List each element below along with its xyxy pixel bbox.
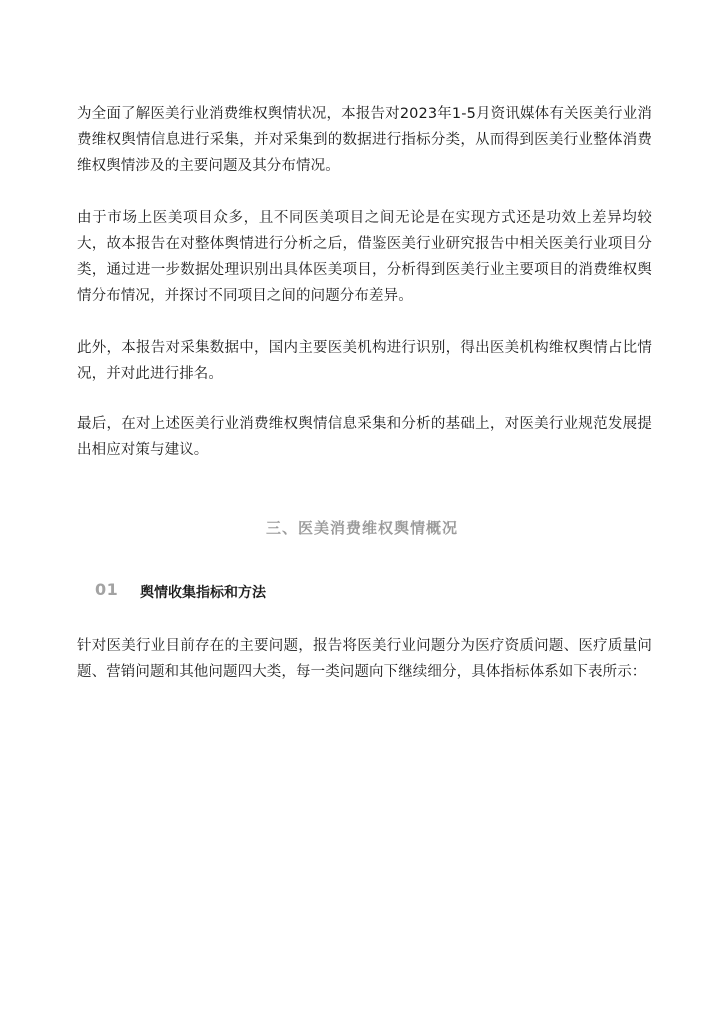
- subsection-number: 01: [95, 580, 119, 599]
- paragraph-indicators: 针对医美行业目前存在的主要问题，报告将医美行业问题分为医疗资质问题、医疗质量问题、营销问题和其他问题四大类，每一类问题向下继续细分，具体指标体系如下表所示：: [77, 638, 652, 680]
- paragraph-intro: 为全面了解医美行业消费维权舆情状况，本报告对2023年1-5月资讯媒体有关医美行业消费维权舆情信息进行采集，并对采集到的数据进行指标分类，从而得到医美行业整体消费维权舆情涉及的主要问题及其分布情况。: [77, 106, 652, 174]
- section-heading: 三、医美消费维权舆情概况: [265, 519, 458, 537]
- paragraph-projects: 由于市场上医美项目众多，且不同医美项目之间无论是在实现方式还是功效上差异均较大，故本报告在对整体舆情进行分析之后，借鉴医美行业研究报告中相关医美行业项目分类，通过进一步数据处理识别出具体医美项目，分析得到医美行业主要项目的消费维权舆情分布情况，并探讨不同项目之间的问题分布差异。: [77, 210, 652, 304]
- paragraph-institutions: 此外，本报告对采集数据中，国内主要医美机构进行识别，得出医美机构维权舆情占比情况，并对此进行排名。: [77, 340, 652, 382]
- paragraph-conclusion: 最后，在对上述医美行业消费维权舆情信息采集和分析的基础上，对医美行业规范发展提出相应对策与建议。: [77, 416, 652, 458]
- subsection-heading: 舆情收集指标和方法: [140, 585, 266, 601]
